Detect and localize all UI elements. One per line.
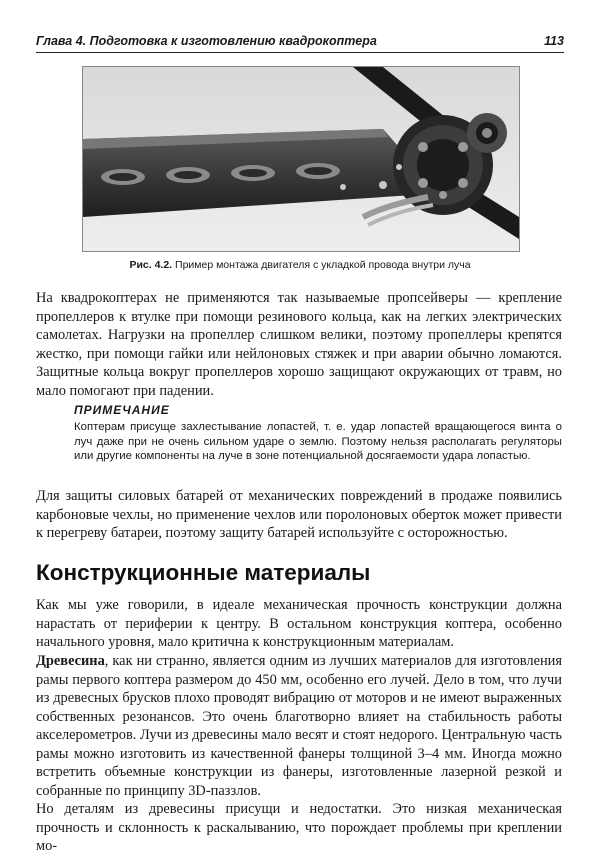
paragraph-propsavers: На квадрокоптерах не применяются так называемые пропсейверы — крепление пропеллеров к втулке при помощи резинового кольца, как на легких электрических самолетах. Нагрузки на пропеллер слишком велики, поэтому пропеллеры крепятся жестко, при помощи гайки или нейлоновых стяжек и при аварии обычно ломаются. Защитные кольца вокруг пропеллеров хорошо защищают окружающих от травм, но мало помогают при падении. — [36, 290, 562, 399]
running-header — [36, 34, 564, 53]
page-number: 113 — [544, 34, 564, 48]
paragraph-battery-protection: Для защиты силовых батарей от механических повреждений в продаже появились карбоновые чехлы, но применение чехлов или поролоновых оберток может привести к перегреву батареи, поэтому защиту батарей используйте с осторожностью. — [36, 488, 562, 541]
chapter-title: Глава 4. Подготовка к изготовлению квадрокоптера — [36, 34, 377, 48]
paragraph-wood-drawbacks: Но деталям из древесины присущи и недостатки. Это низкая механическая прочность и склонность к раскалыванию, что порождает проблемы при креплении мо- — [36, 801, 562, 854]
note-title: ПРИМЕЧАНИЕ — [74, 403, 170, 417]
paragraph-wood-text: , как ни странно, является одним из лучших материалов для изготовления рамы первого коптера размером до 450 мм, особенно его лучей. Дело в том, что лучи из древесных брусков плохо проводят вибрацию от моторов и не имеют выраженных собственных резонансов. Это очень благотворно влияет на стабильность работы акселерометров. Лучи из древесины мало весят и стоят недорого. Центральную часть рамы можно изготовить из качественной фанеры толщиной 3–4 мм. Иногда можно встретить объемные конструкции из фанеры, изготовленные лазерной резкой и собранные по принципу 3D-паззлов. — [36, 653, 562, 799]
figure-caption-text: Пример монтажа двигателя с укладкой провода внутри луча — [175, 259, 471, 271]
wood-term: Древесина — [36, 653, 105, 669]
figure-caption-label: Рис. 4.2. — [129, 259, 173, 271]
figure-caption — [36, 259, 564, 271]
motor-mount-photo — [83, 67, 519, 251]
figure-photo — [82, 66, 520, 252]
section-heading: Конструкционные материалы — [36, 560, 371, 585]
paragraph-structural-strength: Как мы уже говорили, в идеале механическая прочность конструкции должна нарастать от периферии к центру. В остальном конструкция коптера, особенно начального уровня, мало критична к конструкционным материалам. — [36, 597, 562, 650]
paragraph-wood — [36, 652, 562, 800]
note-text: Коптерам присуще захлестывание лопастей, т. е. удар лопастей вращающегося винта о луч даже при не очень сильном ударе о землю. Поэтому нельзя располагать регуляторы или другие компоненты на луче в зоне потенциальной досягаемости удара лопастью. — [74, 421, 562, 463]
